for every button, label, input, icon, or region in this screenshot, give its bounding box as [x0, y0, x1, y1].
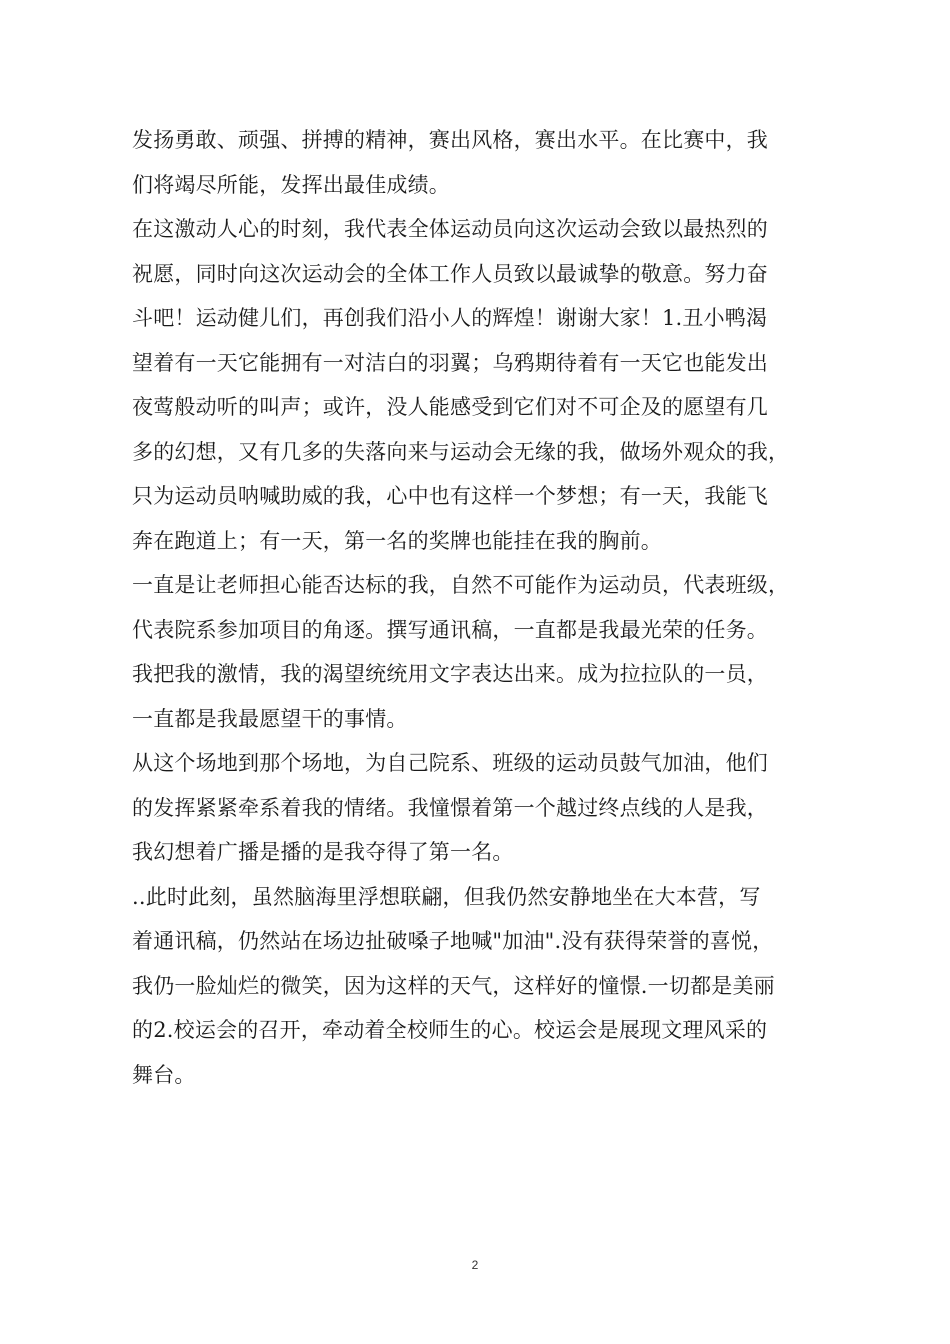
- text-line: 奔在跑道上；有一天，第一名的奖牌也能挂在我的胸前。: [132, 528, 662, 553]
- text-line: 斗吧！运动健儿们，再创我们沿小人的辉煌！谢谢大家！1.丑小鸭渴: [132, 306, 768, 330]
- text-line: 祝愿，同时向这次运动会的全体工作人员致以最诚挚的敬意。努力奋: [132, 261, 768, 286]
- text-line: 的2.校运会的召开，牵动着全校师生的心。校运会是展现文理风采的: [132, 1018, 768, 1042]
- text-line: 的发挥紧紧牵系着我的情绪。我憧憬着第一个越过终点线的人是我，: [132, 795, 768, 820]
- text-line: 们将竭尽所能，发挥出最佳成绩。: [132, 172, 450, 197]
- text-line: 多的幻想，又有几多的失落向来与运动会无缘的我，做场外观众的我，: [132, 439, 790, 464]
- text-line: 从这个场地到那个场地，为自己院系、班级的运动员鼓气加油，他们: [132, 751, 768, 775]
- document-body: [132, 118, 822, 1097]
- text-line: ..此时此刻，虽然脑海里浮想联翩，但我仍然安静地坐在大本营，写: [132, 884, 761, 909]
- page-number: 2: [471, 1258, 479, 1272]
- text-line: 代表院系参加项目的角逐。撰写通讯稿，一直都是我最光荣的任务。: [132, 617, 768, 642]
- text-line: 夜莺般动听的叫声；或许，没人能感受到它们对不可企及的愿望有几: [132, 395, 768, 419]
- text-line: 我把我的激情，我的渴望统统用文字表达出来。成为拉拉队的一员，: [132, 662, 768, 686]
- text-line: 一直都是我最愿望干的事情。: [132, 706, 408, 731]
- text-line: 我仍一脸灿烂的微笑，因为这样的天气，这样好的憧憬.一切都是美丽: [132, 973, 775, 998]
- text-line: 一直是让老师担心能否达标的我，自然不可能作为运动员，代表班级，: [132, 573, 790, 597]
- text-line: 望着有一天它能拥有一对洁白的羽翼；乌鸦期待着有一天它也能发出: [132, 350, 768, 375]
- text-line: 我幻想着广播是播的是我夺得了第一名。: [132, 840, 514, 864]
- text-line: 在这激动人心的时刻，我代表全体运动员向这次运动会致以最热烈的: [132, 217, 768, 241]
- text-line: 着通讯稿，仍然站在场边扯破嗓子地喊"加油".没有获得荣誉的喜悦，: [132, 929, 774, 953]
- text-line: 舞台。: [132, 1062, 196, 1087]
- text-line: 发扬勇敢、顽强、拼搏的精神，赛出风格，赛出水平。在比赛中，我: [132, 128, 768, 152]
- text-line: 只为运动员呐喊助威的我，心中也有这样一个梦想；有一天，我能飞: [132, 484, 768, 508]
